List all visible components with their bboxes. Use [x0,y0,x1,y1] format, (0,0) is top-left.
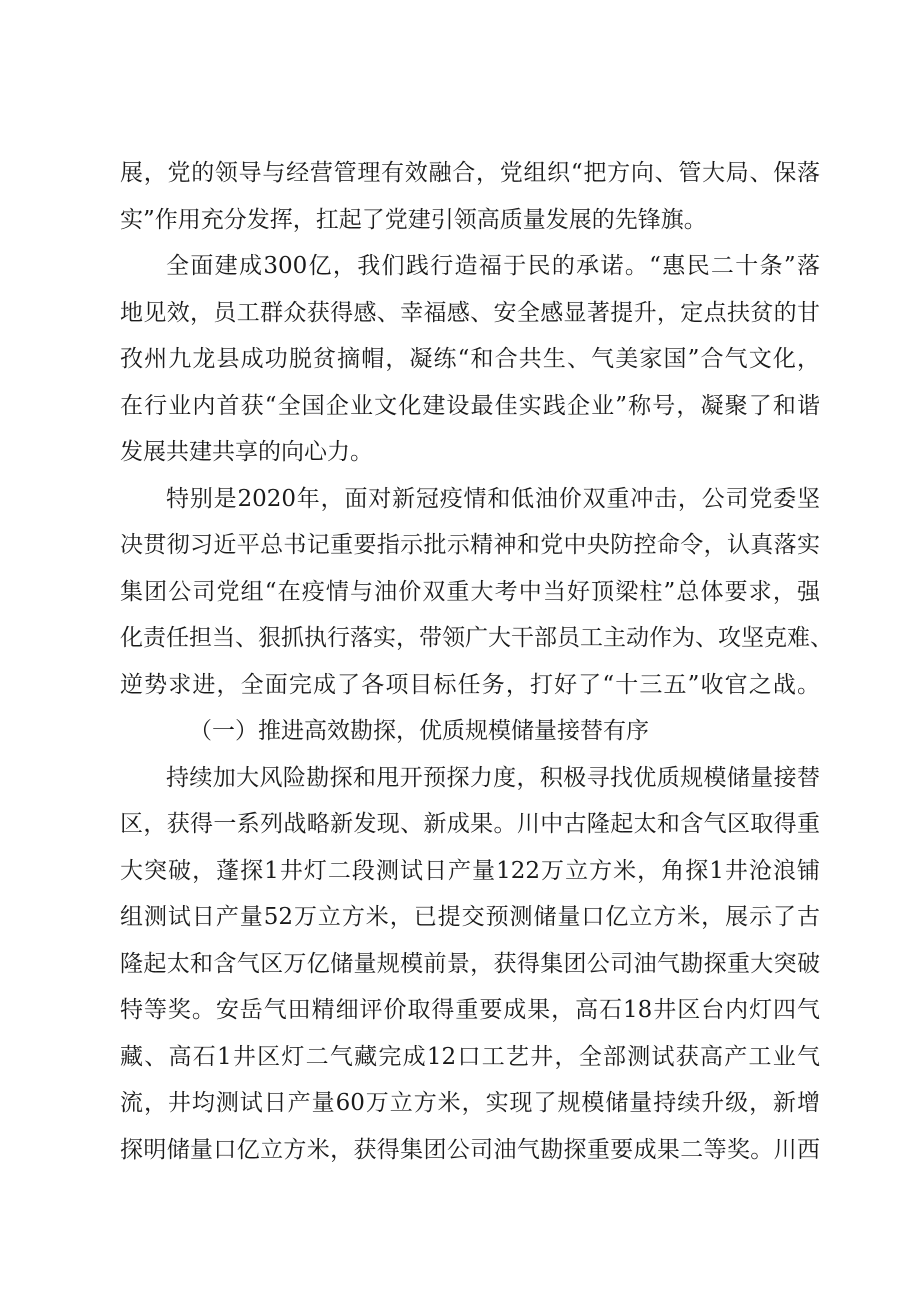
paragraph-first-line: 全面建成300亿，我们践行造福于民的承诺。“惠民二十条”落 [166,253,820,279]
text-line: 大突破，蓬探1井灯二段测试日产量122万立方米，角探1井沧浪铺 [120,857,820,884]
text-line: 特等奖。安岳气田精细评价取得重要成果，高石18井区台内灯四气 [120,997,820,1023]
section-heading: （一）推进高效勘探，优质规模储量接替有序 [189,718,649,744]
text-line: 逆势求进，全面完成了各项目标任务，打好了“十三五”收官之战。 [120,671,820,698]
text-line: 实”作用充分发挥，扛起了党建引领高质量发展的先锋旗。 [120,206,707,233]
text-line: 决贯彻习近平总书记重要指示批示精神和党中央防控命令，认真落实 [120,532,820,558]
text-line: 在行业内首获“全国企业文化建设最佳实践企业”称号，凝聚了和谐 [120,392,820,419]
text-line: 流，井均测试日产量60万立方米，实现了规模储量持续升级，新增 [120,1090,820,1116]
text-line: 藏、高石1井区灯二气藏完成12口工艺井，全部测试获高产工业气 [120,1043,820,1070]
text-line: 发展共建共享的向心力。 [120,439,373,465]
paragraph-first-line: 持续加大风险勘探和甩开预探力度，积极寻找优质规模储量接替 [166,764,820,791]
document-body [120,150,833,1173]
text-line: 展，党的领导与经营管理有效融合，党组织“把方向、管大局、保落 [120,160,820,186]
text-line: 区，获得一系列战略新发现、新成果。川中古隆起太和含气区取得重 [120,811,820,837]
text-line: 隆起太和含气区万亿储量规模前景，获得集团公司油气勘探重大突破 [120,950,820,977]
text-line: 化责任担当、狠抓执行落实，带领广大干部员工主动作为、攻坚克难、 [120,625,833,651]
text-line: 探明储量口亿立方米，获得集团公司油气勘探重要成果二等奖。川西 [120,1136,820,1163]
paragraph-first-line: 特别是2020年，面对新冠疫情和低油价双重冲击，公司党委坚 [166,485,820,512]
text-line: 组测试日产量52万立方米，已提交预测储量口亿立方米，展示了古 [120,904,820,930]
text-line: 孜州九龙县成功脱贫摘帽，凝练“和合共生、气美家国”合气文化， [120,346,820,372]
text-line: 地见效，员工群众获得感、幸福感、安全感显著提升，定点扶贫的甘 [120,299,820,326]
text-line: 集团公司党组“在疫情与油价双重大考中当好顶梁柱”总体要求，强 [120,578,820,605]
